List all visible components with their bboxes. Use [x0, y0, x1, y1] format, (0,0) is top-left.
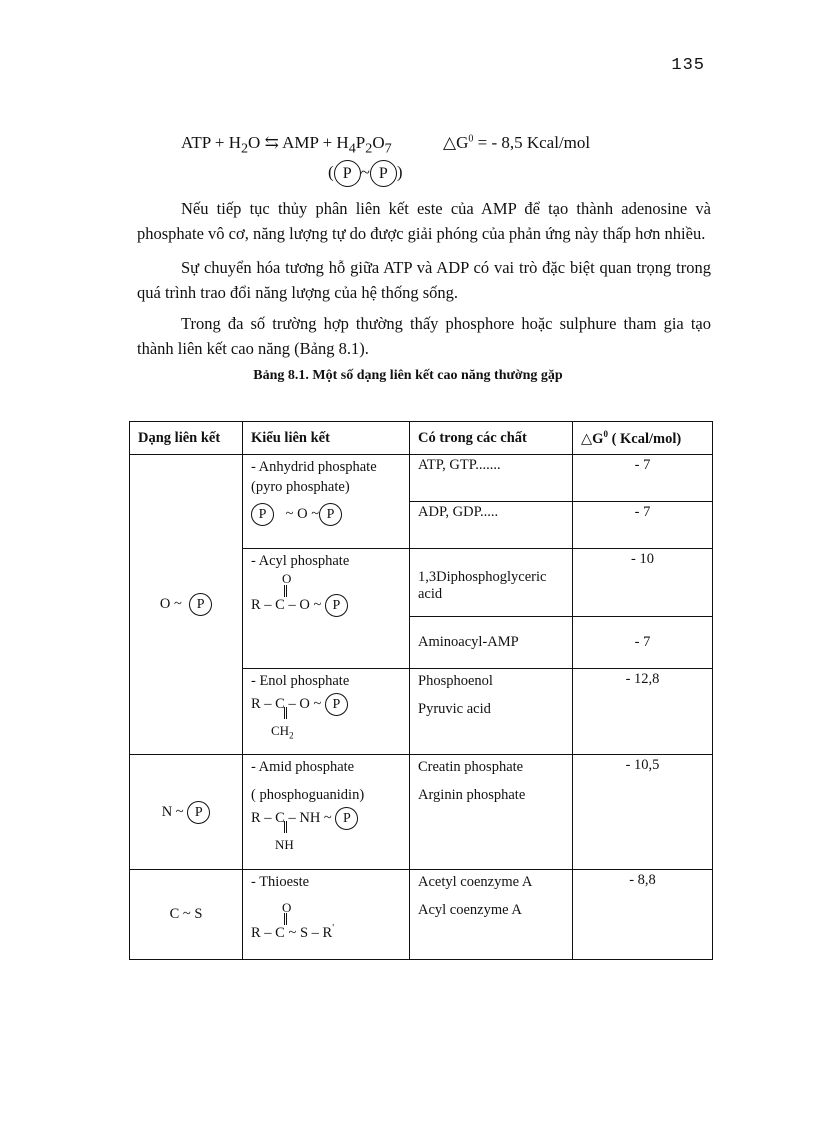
header-bond-kind: Kiểu liên kết	[243, 422, 410, 455]
group-n-p: N ~ P	[130, 755, 243, 870]
atp-hydrolysis-equation: ATP + $H_2O$ ⇆ AMP + $H_4P_2O_7$ $\triangle G^0$ = - 8,5 Kcal/mol	[181, 133, 591, 157]
table-row: C ~ S - Thioeste O R – C ~ S – R' Acetyl coenzyme A Acyl coenzyme A - 8,8	[130, 870, 713, 960]
phosphate-circle-icon: P	[319, 503, 342, 526]
high-energy-bonds-table	[129, 421, 713, 960]
anhydrid-phosphate-cell: - Anhydrid phosphate (pyro phosphate) P ~ O ~ P	[243, 455, 410, 549]
phosphate-circle-icon: P	[370, 160, 397, 187]
table-header-row	[130, 422, 713, 455]
table-row: N ~ P - Amid phosphate ( phosphoguanidin) R – C – NH ~ P NH Creatin phosphate Arginin phosphate - 10,5	[130, 755, 713, 870]
phosphate-circle-icon: P	[325, 693, 348, 716]
table-row: ADP, GDP..... - 7	[130, 502, 713, 549]
group-c-s: C ~ S	[130, 870, 243, 960]
pyrophosphate-label: ( P ~ P )	[328, 160, 403, 187]
enol-phosphate-cell: - Enol phosphate R – C – O ~ P $CH_2$	[243, 669, 410, 755]
paragraph-3: Trong đa số trường hợp thường thấy phosphore hoặc sulphure tham gia tạo thành liên kết cao năng (Bảng 8.1).	[137, 314, 711, 358]
table-caption: Bảng 8.1. Một số dạng liên kết cao năng thường gặp	[253, 368, 563, 383]
delta-g-value: $\triangle G^0$ = - 8,5 Kcal/mol	[443, 133, 591, 152]
header-substances: Có trong các chất	[410, 422, 573, 455]
table-row: - Enol phosphate R – C – O ~ P $CH_2$ Phosphoenol Pyruvic acid - 12,8	[130, 669, 713, 755]
header-delta-g: $\triangle G^0$ ( Kcal/mol)	[573, 422, 713, 455]
paragraph-2: Sự chuyển hóa tương hỗ giữa ATP và ADP có vai trò đặc biệt quan trọng trong quá trình trao đổi năng lượng của hệ thống sống.	[137, 258, 711, 302]
paragraph-1: Nếu tiếp tục thủy phân liên kết este của AMP để tạo thành adenosine và phosphate vô cơ, năng lượng tự do được giải phóng của phản ứng này thấp hơn nhiều.	[137, 199, 711, 243]
phosphate-circle-icon: P	[334, 160, 361, 187]
group-o-p: O ~ P	[130, 455, 243, 755]
phosphate-circle-icon: P	[187, 801, 210, 824]
acyl-phosphate-cell: - Acyl phosphate O R – C – O ~ P	[243, 549, 410, 669]
thioeste-cell: - Thioeste O R – C ~ S – R'	[243, 870, 410, 960]
phosphate-circle-icon: P	[189, 593, 212, 616]
table-row: Aminoacyl-AMP - 7	[130, 617, 713, 669]
header-bond-type: Dạng liên kết	[130, 422, 243, 455]
phosphate-circle-icon: P	[325, 594, 348, 617]
phosphate-circle-icon: P	[335, 807, 358, 830]
phosphate-circle-icon: P	[251, 503, 274, 526]
page-number: 135	[671, 56, 705, 75]
amid-phosphate-cell: - Amid phosphate ( phosphoguanidin) R – C – NH ~ P NH	[243, 755, 410, 870]
table-row: O ~ P - Anhydrid phosphate (pyro phosphate) P ~ O ~ P ATP, GTP....... - 7	[130, 455, 713, 502]
table-row: - Acyl phosphate O R – C – O ~ P 1,3Diphosphoglyceric acid - 10	[130, 549, 713, 617]
